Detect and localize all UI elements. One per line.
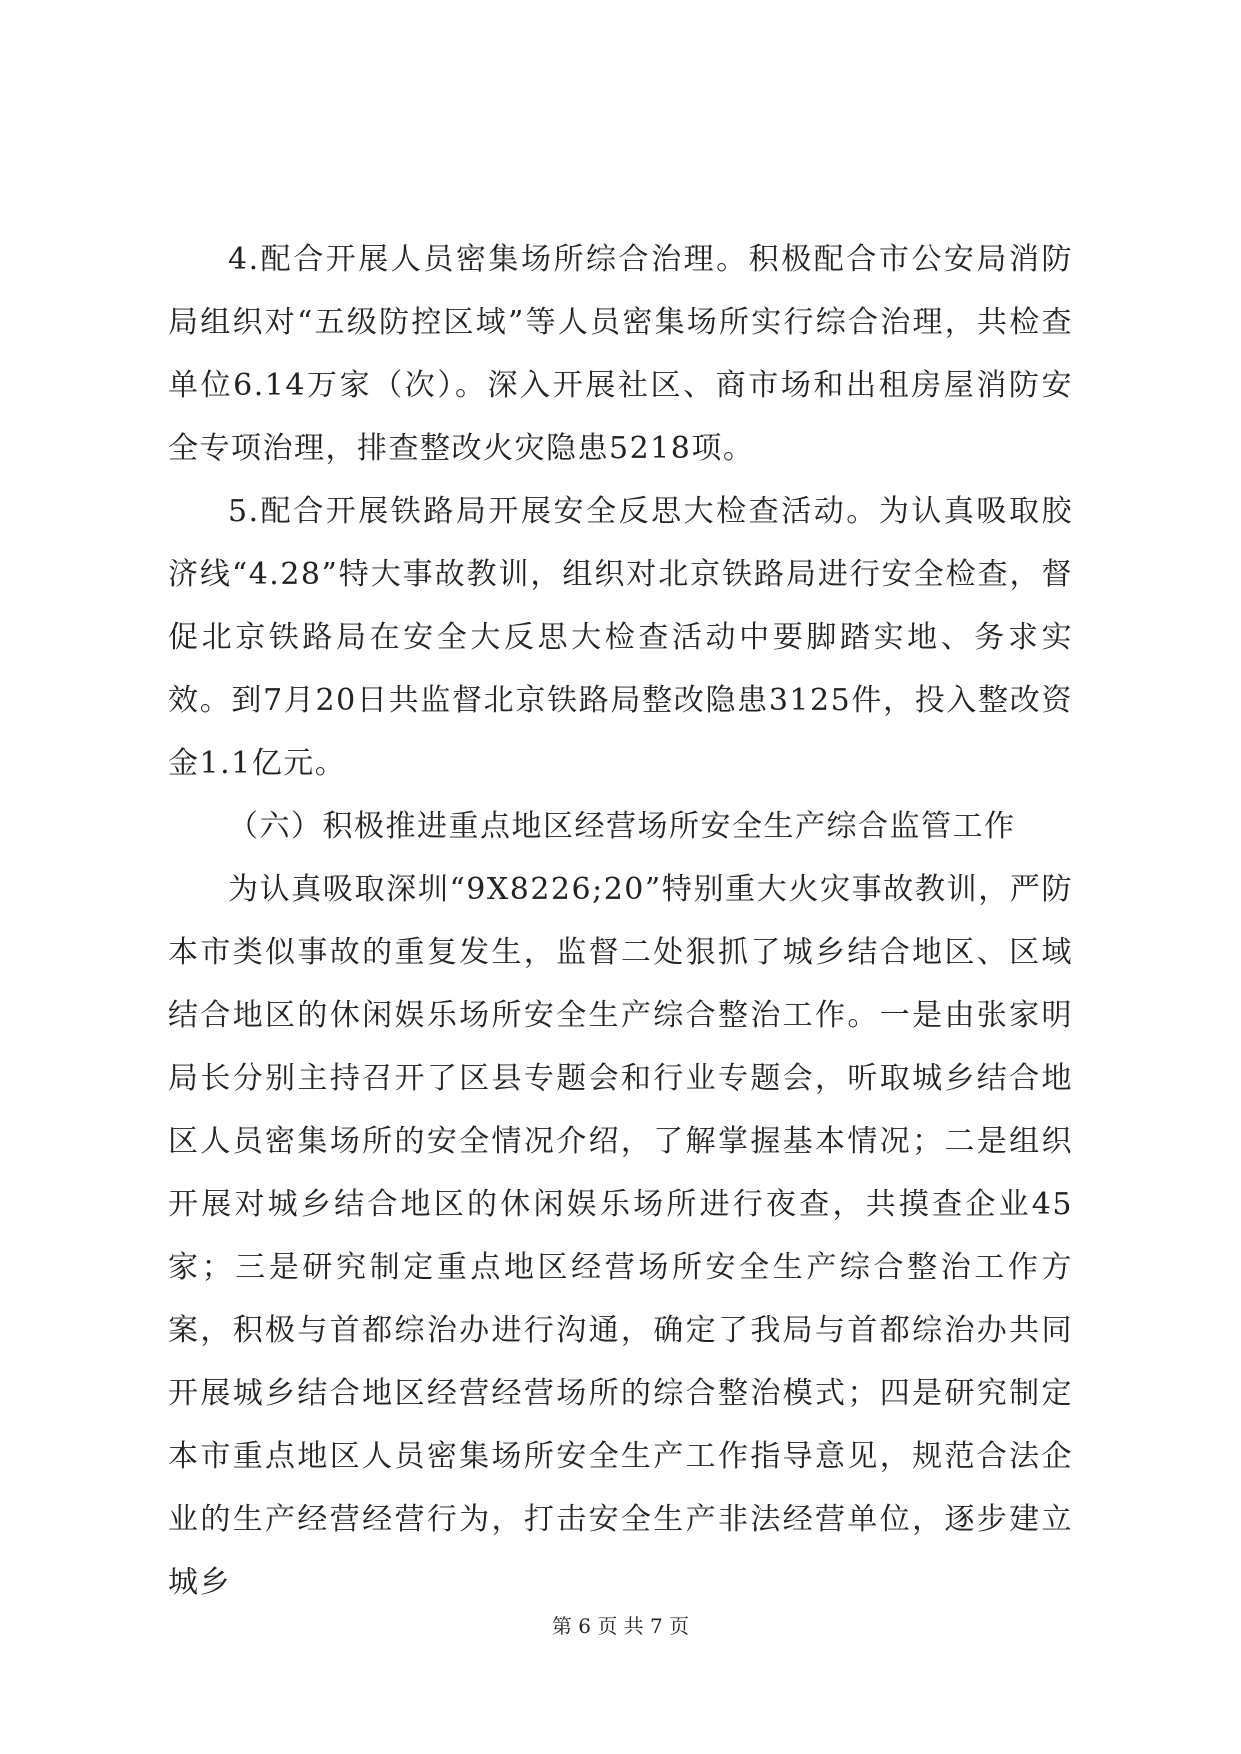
paragraph-item-5: 5.配合开展铁路局开展安全反思大检查活动。为认真吸取胶济线“4.28”特大事故教训，组织对北京铁路局进行安全检查，督促北京铁路局在安全大反思大检查活动中要脚踏实地、务求实效。到7月20日共监督北京铁路局整改隐患3125件，投入整改资金1.1亿元。 — [168, 494, 1073, 781]
paragraph-section-6: 为认真吸取深圳“9X8226;20”特别重大火灾事故教训，严防本市类似事故的重复发生，监督二处狠抓了城乡结合地区、区域结合地区的休闲娱乐场所安全生产综合整治工作。一是由张家明局长分别主持召开了区县专题会和行业专题会，听取城乡结合地区人员密集场所的安全情况介绍，了解掌握基本情况；二是组织开展对城乡结合地区的休闲娱乐场所进行夜查，共摸查企业45家；三是研究制定重点地区经营场所安全生产综合整治工作方案，积极与首都综治办进行沟通，确定了我局与首都综治办共同开展城乡结合地区经营经营场所的综合整治模式；四是研究制定本市重点地区人员密集场所安全生产工作指导意见，规范合法企业的生产经营经营行为，打击安全生产非法经营单位，逐步建立城乡 — [168, 872, 1073, 1600]
section-heading: （六）积极推进重点地区经营场所安全生产综合监管工作 — [228, 809, 1016, 844]
paragraph-item-4: 4.配合开展人员密集场所综合治理。积极配合市公安局消防局组织对“五级防控区域”等人员密集场所实行综合治理，共检查单位6.14万家（次）。深入开展社区、商市场和出租房屋消防安全专项治理，排查整改火灾隐患5218项。 — [168, 242, 1073, 466]
page-number-footer: 第 6 页 共 7 页 — [551, 1614, 690, 1638]
document-body — [168, 228, 1073, 1614]
